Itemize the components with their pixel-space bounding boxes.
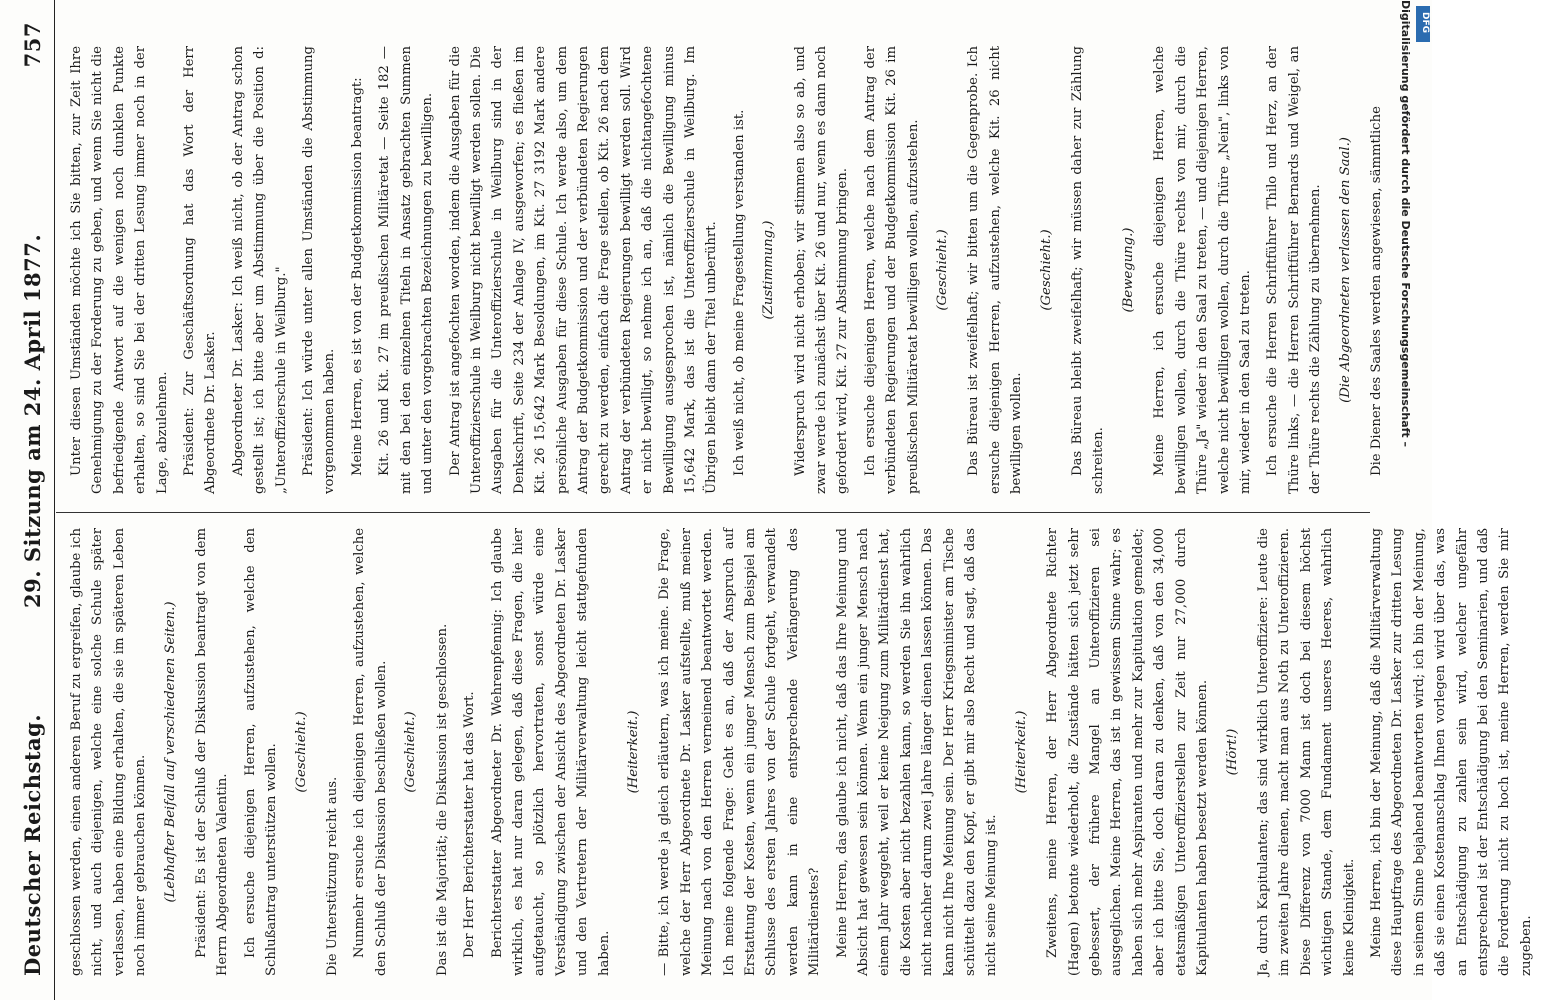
interjection: (Geschieht.) <box>293 711 309 793</box>
paragraph: Meine Herren, es ist von der Budgetkommission beantragt: <box>349 77 365 476</box>
paragraph: Meine Herren, ich bin der Meinung, daß die Militärverwaltung diese Hauptfrage des Abgeordneten Dr. Lasker zur dritten Lesung in seinem Sinne bejahend beantworten wird; ich bin der Meinung, daß sie einen Kostenanschlag Ihnen vorlegen wird über das, was an Entschädigung zu zahlen sein wird, welcher ungefähr entsprechend ist der Entschädigung bei den Seminarien, und daß die Forderung nicht zu hoch ist, meine Herren, werden Sie mir zugeben. <box>1368 528 1534 976</box>
header-session: 29. Sitzung am 24. April 1877. <box>20 233 45 608</box>
paragraph: Präsident: Zur Geschäftsordnung hat das Wort der Herr Abgeordnete Dr. Lasker. <box>182 46 219 494</box>
paragraph: Berichterstatter Abgeordneter Dr. Wehrenpfennig: Ich glaube wirklich, es hat nur daran gelegen, daß diese Fragen, die hier aufgetaucht, so plötzlich hervortraten, sonst würde eine Verständigung zwischen der Ansicht des Abgeordneten Dr. Lasker und den Vertretern der Militärverwaltung leicht stattgefunden haben. <box>489 528 612 976</box>
paragraph: Das ist die Majorität; die Diskussion ist geschlossen. <box>434 623 450 976</box>
paragraph: geschlossen werden, einen anderen Beruf zu ergreifen, glaube ich nicht, und auch diejenigen, welche eine solche Schule später verlassen, haben eine Bildung erhalten, die sie im späteren Leben noch immer gebrauchen können. <box>69 528 149 976</box>
digitization-credit: Digitalisierung gefördert durch die Deutsche Forschungsgemeinschaft – <box>1399 0 1412 447</box>
paragraph: — Bitte, ich werde ja gleich erläutern, was ich meine. Die Frage, welche der Herr Abgeordnete Dr. Lasker aufstellte, muß meiner Meinung nach von den Herren verneinend beantwortet werden. Ich meine folgende Frage: Geht es an, daß der Anspruch auf Erstattung der Kosten, wenn ein junger Mensch zum Beispiel am Schlusse des ersten Jahres von der Schule fortgeht, verwandelt werden kann in eine entsprechende Verlängerung des Militärdienstes? <box>657 528 823 976</box>
paragraph: Ich weiß nicht, ob meine Fragestellung verstanden ist. <box>731 109 747 476</box>
interjection: (Geschieht.) <box>935 229 951 311</box>
interjection: (Geschieht.) <box>403 711 419 793</box>
paragraph: Die Diener des Saales werden angewiesen, sämmtliche <box>1368 106 1384 476</box>
paragraph: Meine Herren, ich ersuche diejenigen Herren, welche bewilligen wollen, durch die Thüre rechts von mir, durch die Thüre „Ja" wieder in den Saal zu treten, — und diejenigen Herren, welche nicht bewilligen wollen, durch die Thüre „Nein", links von mir, wieder in den Saal zu treten. <box>1152 46 1253 494</box>
paragraph: Ja, durch Kapitulanten; das sind wirklich Unteroffiziere: Leute die im zweiten Jahre dienen, macht man aus Noth zu Unteroffizieren. Diese Differenz von 7000 Mann ist doch bei diesem höchst wichtigen Stande, dem Fundament unseres Heeres, wahrlich keine Kleinigkeit. <box>1255 528 1357 976</box>
interjection: (Lebhafter Beifall auf verschiedenen Seiten.) <box>162 601 178 903</box>
paragraph: Abgeordneter Dr. Lasker: Ich weiß nicht, ob der Antrag schon gestellt ist; ich bitte aber um Abstimmung über die Position d: „Unteroffizierschule in Weilburg." <box>230 46 289 494</box>
paragraph: Unter diesen Umständen möchte ich Sie bitten, zur Zeit Ihre Genehmigung zu der Forderung zu geben, und wenn Sie nicht die befriedigende Antwort auf die wenigen noch dunklen Punkte erhalten, so sind Sie bei der dritten Lesung immer noch in der Lage, abzulehnen. <box>69 46 170 494</box>
dfg-logo: DFG <box>1416 6 1430 42</box>
column-divider <box>56 512 1370 513</box>
paragraph: Ich ersuche die Herren Schriftführer Thilo und Herz, an der Thüre links, — die Herren Schriftführer Bernards und Weigel, an der Thüre rechts die Zählung zu übernehmen. <box>1265 46 1324 494</box>
paragraph: Präsident: Ich würde unter allen Umständen die Abstimmung vorgenommen haben. <box>301 46 338 494</box>
paragraph: Der Herr Berichterstatter hat das Wort. <box>462 691 478 958</box>
interjection: (Heiterkeit.) <box>625 710 641 794</box>
interjection: (Bewegung.) <box>1120 227 1136 313</box>
paragraph: Meine Herren, das glaube ich nicht, daß das Ihre Meinung und Absicht hat gewesen sein können. Wenn ein junger Mensch nach einem Jahr weggeht, weil er keine Neigung zum Militärdienst hat, die Kosten aber nicht bezahlen kann, so werden Sie ihn wahrlich nicht nachher darum zwei Jahre länger dienen lassen können. Das kann nicht Ihre Meinung sein. Der Herr Kriegsminister am Tische schüttelt dazu den Kopf, er gibt mir also Recht und sagt, daß das nicht seine Meinung ist. <box>834 528 1000 976</box>
interjection: (Heiterkeit.) <box>1013 710 1029 794</box>
interjection: (Geschieht.) <box>1038 229 1054 311</box>
paragraph: Widerspruch wird nicht erhoben; wir stimmen also so ab, und zwar werde ich zunächst über Kit. 26 und nur, wenn es dann noch gefordert wird, Kit. 27 zur Abstimmung bringen. <box>792 46 851 494</box>
interjection: (Zustimmung.) <box>761 220 777 320</box>
paragraph: Zweitens, meine Herren, der Herr Abgeordnete Richter (Hagen) betonte wiederholt, die Zustände hätten sich jetzt sehr gebessert, der frühere Mangel an Unteroffizieren sei ausgeglichen. Meine Herren, das ist in gewissem Sinne wahr; es haben sich mehr Aspiranten und mehr zur Kapitulation gemeldet; aber ich bitte Sie, doch daran zu denken, daß von den 34,000 etatsmäßigen Unteroffizierstellen zur Zeit nur 27,000 durch Kapitulanten haben besetzt werden können. <box>1045 528 1211 976</box>
paragraph: Ich ersuche diejenigen Herren, welche nach dem Antrag der verbündeten Regierungen und der Budgetkommission Kit. 26 im preußischen Militäretat bewilligen wollen, aufzustehen. <box>862 46 921 494</box>
paragraph: Nunmehr ersuche ich diejenigen Herren, aufzustehen, welche den Schluß der Diskussion beschließen wollen. <box>352 528 389 976</box>
interjection: (Hört!) <box>1224 728 1240 776</box>
column-left <box>66 528 1543 976</box>
paragraph: Ich ersuche diejenigen Herren, aufzustehen, welche den Schlußantrag unterstützen wollen. <box>242 528 280 976</box>
motion-text: Kit. 26 und Kit. 27 im preußischen Militäretat — Seite 182 — mit den bei den einzelnen Titeln in Ansatz gebrachten Summen und unter den vorgebrachten Bezeichnungen zu bewilligen. <box>377 46 436 494</box>
page-header <box>14 0 55 1000</box>
paragraph: Das Büreau ist zweifelhaft; wir bitten um die Gegenprobe. Ich ersuche diejenigen Herren, aufzustehen, welche Kit. 26 nicht bewilligen wollen. <box>966 46 1025 494</box>
paragraph: Der Antrag ist angefochten worden, indem die Ausgaben für die Unteroffizierschule in Weilburg nicht bewilligt werden sollen. Die Ausgaben für die Unteroffizierschule in Weilburg sind in der Denkschrift, Seite 234 der Anlage IV, ausgeworfen; es fließen im Kit. 26 15,642 Mark Besoldungen, im Kit. 27 3192 Mark andere persönliche Ausgaben für diese Schule. Ich werde also, um dem Antrag der Budgetkommission und der verbündeten Regierungen gerecht zu werden, einfach die Frage stellen, ob Kit. 26 nach dem Antrag der verbündeten Regierungen bewilligt werden soll. Wird er nicht bewilligt, so nehme ich an, daß die nichtangefochtene Bewilligung ausgesprochen ist, nämlich die Bewilligung minus 15,642 Mark, das ist die Unteroffizierschule in Weilburg. Im Übrigen bleibt dann der Titel unberührt. <box>447 46 720 494</box>
interjection: (Die Abgeordneten verlassen den Saal.) <box>1337 137 1353 403</box>
paragraph: Die Unterstützung reicht aus. <box>325 776 341 976</box>
column-right <box>66 46 1393 494</box>
header-publication: Deutscher Reichstag. <box>20 713 45 976</box>
paragraph: Präsident: Es ist der Schluß der Diskussion beantragt von dem Herrn Abgeordneten Valentin. <box>194 528 231 976</box>
paragraph: Das Büreau bleibt zweifelhaft; wir müssen daher zur Zählung schreiten. <box>1070 46 1107 494</box>
page-number: 757 <box>20 22 45 68</box>
